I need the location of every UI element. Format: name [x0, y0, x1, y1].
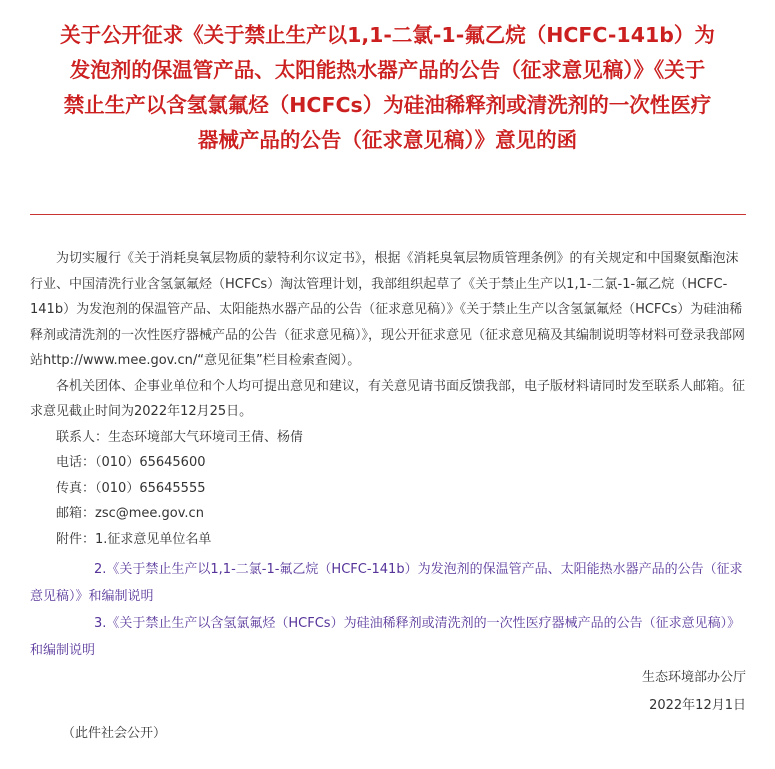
intro-paragraph: 为切实履行《关于消耗臭氧层物质的蒙特利尔议定书》，根据《消耗臭氧层物质管理条例》的有关规定和中国聚氨酯泡沫行业、中国清洗行业含氢氯氟烃（HCFCs）淘汰管理计划，我部组织起草了《关于禁止生产以1,1-二氯-1-氟乙烷（HCFC-141b）为发泡剂的保温管产品、太阳能热水器产品的公告（征求意见稿）》《关于禁止生产以含氢氯氟烃（HCFCs）为硅油稀释剂或清洗剂的一次性医疗器械产品的公告（征求意见稿）》，现公开征求意见（征求意见稿及其编制说明等材料可登录我部网站http://www.mee.gov.cn/“意见征集”栏目检索查阅）。: [30, 251, 746, 368]
public-note: （此件社会公开）: [62, 726, 167, 741]
contact-line: 联系人：生态环境部大气环境司王倩、杨倩: [56, 429, 304, 445]
letter-body: [30, 246, 748, 748]
title-divider: [30, 214, 746, 215]
phone-line: 电话：（010）65645600: [56, 455, 206, 470]
email-line: 邮箱：zsc@mee.gov.cn: [56, 506, 204, 521]
fax-line: 传真：（010）65645555: [56, 480, 206, 496]
signature-org: 生态环境部办公厅: [641, 670, 746, 685]
attachment-link-3[interactable]: 3.《关于禁止生产以含氢氯氟烃（HCFCs）为硅油稀释剂或清洗剂的一次性医疗器械产品的公告（征求意见稿）》和编制说明: [30, 616, 741, 658]
signature-date: 2022年12月1日: [649, 698, 746, 713]
feedback-paragraph: 各机关团体、企事业单位和个人均可提出意见和建议，有关意见请书面反馈我部，电子版材料请同时发至联系人邮箱。征求意见截止时间为2022年12月25日。: [30, 378, 746, 419]
page-title: 关于公开征求《关于禁止生产以1,1-二氯-1-氟乙烷（HCFC-141b）为发泡剂的保温管产品、太阳能热水器产品的公告（征求意见稿）》《关于禁止生产以含氢氯氟烃（HCFCs）为硅油稀释剂或清洗剂的一次性医疗器械产品的公告（征求意见稿）》意见的函: [60, 23, 715, 152]
attachment-label: 附件：1.征求意见单位名单: [56, 531, 212, 547]
attachment-link-2[interactable]: 2.《关于禁止生产以1,1-二氯-1-氟乙烷（HCFC-141b）为发泡剂的保温管产品、太阳能热水器产品的公告（征求意见稿）》和编制说明: [30, 562, 743, 604]
